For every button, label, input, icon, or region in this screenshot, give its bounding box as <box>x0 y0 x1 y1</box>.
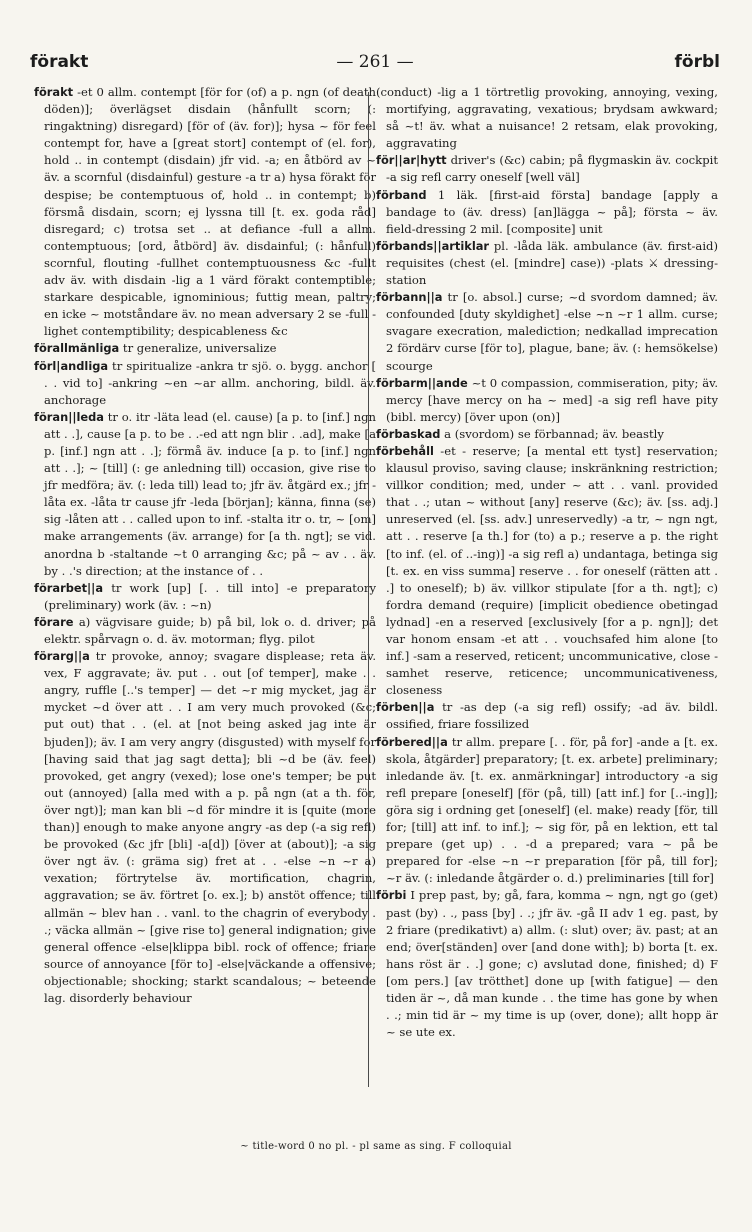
dictionary-entry <box>34 84 376 340</box>
left-guideword: förakt <box>30 52 89 72</box>
entry-headword: förbehåll <box>376 443 434 458</box>
dictionary-entry <box>376 426 718 443</box>
dictionary-entry <box>376 699 718 733</box>
dictionary-entry <box>34 409 376 580</box>
entry-definition: tr -as dep (-a sig refl) ossify; -ad äv. bildl. ossified, friare fossilized <box>386 700 718 732</box>
dictionary-entry <box>376 187 718 238</box>
dictionary-entry <box>34 614 376 648</box>
page-number: — 261 — <box>336 52 414 72</box>
dictionary-entry <box>376 289 718 374</box>
entry-definition: 1 läk. [first-aid första] bandage [apply a bandage to (äv. dress) [an]lägga ~ på]; första ~ äv. field-dressing 2 mil. [composite] unit <box>386 187 718 236</box>
entry-headword: förbered||a <box>376 734 448 749</box>
entry-definition: -et 0 allm. contempt [för for (of) a p. ngn (of death döden)]; överlägset disdain (hånfullt scorn; (: ringaktning) disregard) [för of (äv. for)]; hysa ~ för feel contempt for, have a [great stort] contempt of (el. for), hold .. in contempt (disdain) jfr vid. -a; en åtbörd av ~ äv. a scornful (disdainful) gesture -a tr a) hysa förakt för despise; be contemptuous of, hold .. in contempt; b) försmå disdain, scorn; ej lyssna till [t. ex. goda råd] disregard; c) trotsa set .. at defiance -full a allm. contemptuous; [ord, åtbörd] äv. disdainful; (: hånfull) scornful, flouting -fullhet contemptuousness &c -fullt adv äv. with disdain -lig a 1 värd förakt contemptible; starkare despicable, ignominious; futtig mean, paltry; en icke ~ motståndare äv. no mean adversary 2 se -full -lighet contemptibility; despicableness &c <box>44 85 376 339</box>
entry-definition: tr [o. absol.] curse; ~d svordom damned; äv. confounded [duty skyldighet] -else ~n ~r 1 allm. curse; svagare execration, malediction; nedkallad imprecation 2 fördärv curse [för to], plague, bane; äv. (: hemsökelse) scourge <box>386 290 718 373</box>
dictionary-entry <box>34 580 376 614</box>
dictionary-entry <box>376 238 718 289</box>
entry-definition: I prep past, by; gå, fara, komma ~ ngn, ngt go (get) past (by) . ., pass [by] . .; jfr äv. -gå II adv 1 eg. past, by 2 friare (predikativt) a) allm. (: slut) over; äv. past; at an end; över[ständen] over [and done with]; b) borta [t. ex. hans röst är . .] gone; c) avslutad done, finished; d) F [om pers.] [av trötthet] done up [with fatigue] — den tiden är ~, då man kunde . . the time has gone by when . .; min tid är ~ my time is up (over, done); allt hopp är ~ se ute ex. <box>386 888 718 1040</box>
entry-definition: tr provoke, annoy; svagare displease; reta äv. vex, F aggravate; äv. put . . out [of temper], make . . angry, ruffle [..'s temper] — det ~r mig mycket, jag är mycket ~d över att . . I am very much provoked (&c; put out) that . . (el. at [not being asked jag inte är bjuden]); äv. I am very angry (disgusted) with myself for [having said that jag sagt detta]; bli ~d be (äv. feel) provoked, get angry (vexed); lose one's temper; be put out (annoyed) [alla med with a p. på ngn (at a th. för, över ngt)]; man kan bli ~d för mindre it is [quite (more than)] enough to make anyone angry -as dep (-a sig refl) be provoked (&c jfr [bli] -a[d]) [över at (about)]; -a sig över ngt äv. (: gräma sig) fret at . . -else ~n ~r a) vexation; förtrytelse äv. mortification, chagrin, aggravation; se äv. förtret [o. ex.]; b) anstöt offence; till allmän ~ blev han . . vanl. to the chagrin of everybody . .; väcka allmän ~ [give rise to] general indignation; give general offence -else|klippa bibl. rock of offence; friare source of annoyance [för to] -else|väckande a offensive; objectionable; shocking; starkt scandalous; ~ beteende lag. disorderly behaviour <box>44 649 376 1005</box>
dictionary-entry <box>376 734 718 888</box>
dictionary-entry <box>34 340 376 357</box>
entry-headword: förarg||a <box>34 649 90 664</box>
dictionary-entry <box>376 152 718 186</box>
right-column <box>376 84 718 1094</box>
abbreviation-legend: ~ title-word 0 no pl. - pl same as sing. F colloquial <box>240 1141 512 1152</box>
entry-definition: a) vägvisare guide; b) på bil, lok o. d. driver; på elektr. spårvagn o. d. äv. motorman; flyg. pilot <box>44 614 376 646</box>
entry-definition: ~t 0 compassion, commiseration, pity; äv. mercy [have mercy on ha ~ med] -a sig refl have pity (bibl. mercy) [över upon (on)] <box>386 375 718 424</box>
entry-headword: föran||leda <box>34 409 104 424</box>
entry-headword: förband <box>376 187 427 202</box>
column-divider <box>368 92 369 1087</box>
entry-headword: för||ar|hytt <box>376 153 447 168</box>
entry-headword: förakt <box>34 85 74 99</box>
entry-headword: förarbet||a <box>34 580 104 595</box>
entry-headword: förben||a <box>376 700 435 715</box>
entry-definition: tr allm. prepare [. . för, på for] -ande a [t. ex. skola, åtgärder] preparatory; [t. ex. arbete] preliminary; inledande äv. [t. ex. anmärkningar] introductory -a sig refl prepare [oneself] [för (på, till) [att inf.] for [..-ing]]; göra sig i ordning get [oneself] (el. make) ready [för, till for; [till] att inf. to inf.]; ~ sig för, på en lektion, ett tal prepare (get up) . . -d a prepared; vara ~ på be prepared for -else ~n ~r preparation [för på, till for]; ~r äv. (: inledande åtgärder o. d.) preliminaries [till for] <box>386 734 718 886</box>
entry-headword: förbi <box>376 888 407 903</box>
entry-headword: förl|andliga <box>34 358 109 373</box>
dictionary-entry <box>376 375 718 426</box>
entry-headword: förbarm||ande <box>376 375 468 390</box>
entry-definition: a (svordom) se förbannad; äv. beastly <box>444 426 664 441</box>
entry-definition: tr spiritualize -ankra tr sjö. o. bygg. anchor [ . . vid to] -ankring ~en ~ar allm. anchoring, bildl. äv. anchorage <box>44 358 376 407</box>
dictionary-entry <box>34 648 376 1007</box>
entry-headword: förbaskad <box>376 426 441 441</box>
dictionary-entry <box>376 84 718 152</box>
entry-definition: driver's (&c) cabin; på flygmaskin äv. cockpit -a sig refl carry oneself [well väl] <box>386 153 718 185</box>
dictionary-entry <box>376 887 718 1041</box>
entry-definition: -et - reserve; [a mental ett tyst] reservation; klausul proviso, saving clause; inskränkning restriction; villkor condition; med, under ~ att . . vanl. provided that . .; utan ~ without [any] reserve (&c); äv. [ss. adj.] unreserved (el. [ss. adv.] unreservedly) -a tr, ~ ngn ngt, att . . reserve [a th.] for (to) a p.; reserve a p. the right [to inf. (el. of ..-ing)] -a sig refl a) undantaga, betinga sig [t. ex. en viss summa] reserve . . for oneself (rätten att . .] to oneself); b) äv. villkor stipulate [for a th. ngt]; c) fordra demand (require) [implicit obedience obetingad lydnad] -en a reserved [exclusively [for a p. ngn]]; det var honom ensam -et att . . vouchsafed him alone [to inf.] -sam a reserved, reticent; uncommunicative, close -samhet reserve, reticence; uncommunicativeness, closeness <box>386 443 718 698</box>
left-column <box>34 84 376 1094</box>
entry-definition: tr work [up] [. . till into] -e preparatory (preliminary) work (äv. : ~n) <box>44 580 376 612</box>
entry-definition: pl. -låda läk. ambulance (äv. first-aid) requisites (chest (el. [mindre] case)) -plats ⚔ dressing-station <box>386 238 718 288</box>
entry-headword: förbands||artiklar <box>376 238 490 253</box>
dictionary-entry <box>34 358 376 409</box>
entry-headword: förare <box>34 614 74 629</box>
entry-definition: tr generalize, universalize <box>122 341 277 356</box>
entry-headword: förallmänliga <box>34 341 120 356</box>
entry-headword: förbann||a <box>376 290 443 305</box>
dictionary-entry <box>376 443 718 699</box>
page-header <box>30 52 720 78</box>
entry-definition: (conduct) -lig a 1 törtretlig provoking, annoying, vexing, mortifying, aggravating, vexatious; brydsam awkward; så ~t! äv. what a nuisance! 2 retsam, elak provoking, aggravating <box>376 85 718 151</box>
right-guideword: förbl <box>674 52 720 72</box>
entry-definition: tr o. itr -läta lead (el. cause) [a p. to [inf.] ngn att . .], cause [a p. to be . .-ed att ngn blir . .ad], make [a p. [inf.] ngn att . .]; förmå äv. induce [a p. to [inf.] ngn att . .]; ~ [till] (: ge anledning till) occasion, give rise to jfr medföra; äv. (: leda till) lead to; jfr äv. åtgärd ex.; jfr -låta ex. -låta tr cause jfr -leda [början]; känna, finna (se) sig -låten att . . called upon to inf. -stalta itr o. tr, ~ [om] make arrangements (äv. arrange) for [a th. ngt]; se vid. anordna b -staltande ~t 0 arranging &c; på ~ av . . äv. by . .'s direction; at the instance of . . <box>44 409 376 578</box>
